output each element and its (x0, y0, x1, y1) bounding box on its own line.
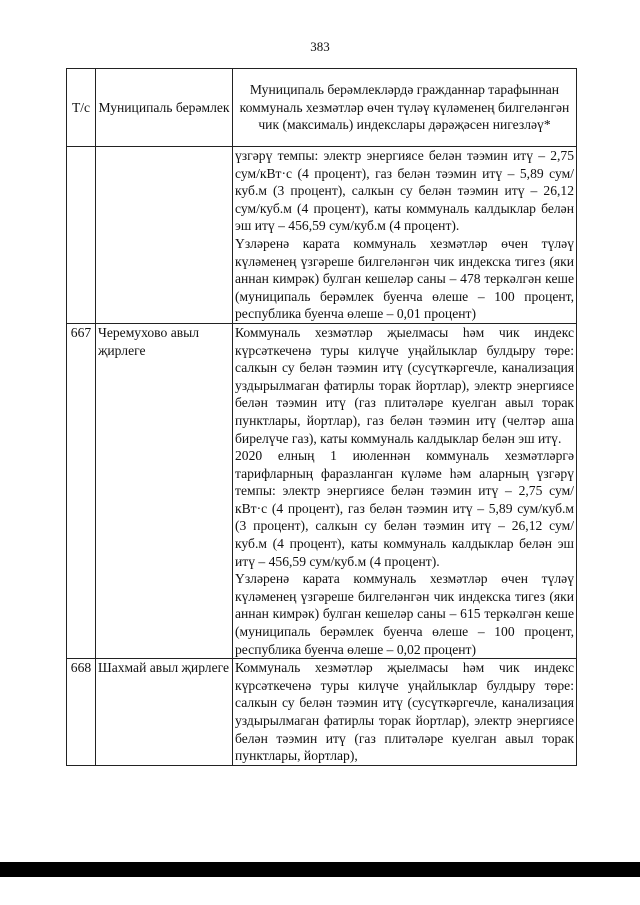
justification-paragraph: Коммуналь хезмәтләр җыелмасы һәм чик индекс күрсәткеченә туры килүче уңайлыклар булдыру төре: салкын су белән тәэмин итү (сусүткәргечле, канализация уздырылмаган фатирлы торак йортлар), электр энергиясе белән тәэмин итү (газ плитәләре куелган авыл торак пунктлары, йортлар), газ белән тәэмин итү (челтәр аша бирелүче газ), каты коммуналь калдыклар белән эш итү. (235, 324, 574, 446)
row-justification (233, 323, 577, 658)
row-municipality (96, 147, 233, 324)
header-number: Т/с (67, 69, 96, 147)
table-header-row (67, 69, 577, 147)
justification-paragraph: Коммуналь хезмәтләр җыелмасы һәм чик индекс күрсәткеченә туры килүче уңайлыклар булдыру төре: салкын су белән тәэмин итү (сусүткәргечле, канализация уздырылмаган фатирлы торак йортлар), электр энергиясе белән тәэмин итү (газ плитәләре куелган авыл торак пунктлары, йортлар), (235, 660, 574, 764)
justification-paragraph: 2020 елның 1 июленнән коммуналь хезмәтләргә тарифларның фаразланган күләме һәм аларның үзгәрү темпы: электр энергиясе белән тәэмин итү – 2,75 сум/кВт·с (4 процент), газ белән тәэмин итү – 5,89 сум/куб.м (3 процент), салкын су белән тәэмин итү – 26,12 сум/куб.м (4 процент), каты коммуналь калдыклар белән эш итү – 456,59 сум/куб.м (4 процент). (235, 448, 574, 569)
table-row (67, 323, 577, 658)
header-municipality: Муниципаль берәмлек (96, 69, 233, 147)
table-row (67, 659, 577, 766)
justification-paragraph: Үзләренә карата коммуналь хезмәтләр өчен түләү күләменең үзгәреше билгеләнгән чик индекска тигез (яки аннан кимрәк) булган кешеләр саны – 478 теркәлгән кеше (муниципаль берәмлек буенча өлеше – 100 процент, республика буенча өлеше – 0,01 процент) (235, 235, 574, 322)
row-number (67, 147, 96, 324)
header-index-justification: Муниципаль берәмлекләрдә гражданнар тарафыннан коммуналь хезмәтләр өчен түләү күләменең билгеләнгән чик (максималь) индекслары дәрәҗәсен нигезләү* (233, 69, 577, 147)
row-number: 667 (67, 323, 96, 658)
row-municipality: Шахмай авыл җирлеге (96, 659, 233, 766)
table-row (67, 147, 577, 324)
row-municipality: Черемухово авыл җирлеге (96, 323, 233, 658)
scan-edge-bar (0, 862, 640, 877)
page-number: 383 (310, 39, 330, 54)
row-number: 668 (67, 659, 96, 766)
justification-paragraph: Үзләренә карата коммуналь хезмәтләр өчен түләү күләменең үзгәреше билгеләнгән чик индекска тигез (яки аннан кимрәк) булган кешеләр саны – 615 теркәлгән кеше (муниципаль берәмлек буенча өлеше – 100 процент, республика буенча өлеше – 0,02 процент) (235, 571, 574, 657)
row-justification (233, 147, 577, 324)
justification-paragraph: үзгәрү темпы: электр энергиясе белән тәэмин итү – 2,75 сум/кВт·с (4 процент), газ белән тәэмин итү – 5,89 сум/куб.м (3 процент), салкын су белән тәэмин итү – 26,12 сум/куб.м (4 процент), каты коммуналь калдыклар белән эш итү – 456,59 сум/куб.м (4 процент). (235, 148, 574, 234)
indices-table (66, 68, 577, 766)
row-justification (233, 659, 577, 766)
